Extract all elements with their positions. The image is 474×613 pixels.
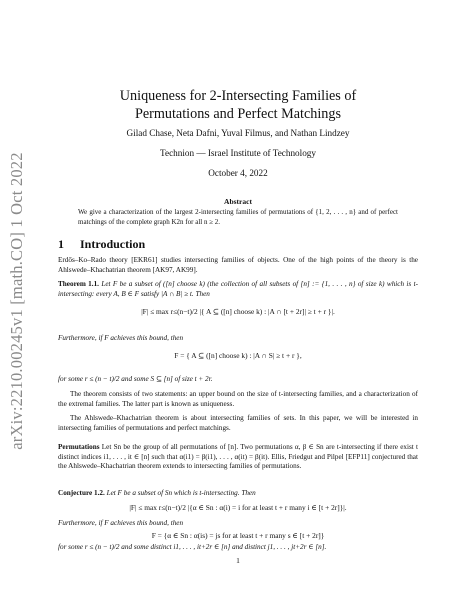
arxiv-sidebar-stamp xyxy=(6,138,28,464)
permutations-text: Let Sn be the group of all permutations of [n]. Two permutations α, β ∈ Sn are t-intersecting if there exist t distinct indices i1, . . . , it ∈ [n] such that α(i1) = β(i1), . . . , α(it) = β(it). Ellis, Friedgut and Pilpel [EFP11] conjectured that the Ahlswede–Khachatrian theorem extends to intersecting families of permutations. xyxy=(58,443,419,471)
title-line-1: Uniqueness for 2-Intersecting Families of xyxy=(119,88,357,104)
paper-date: October 4, 2022 xyxy=(208,168,268,178)
conjecture-statement: Let F be a subset of Sn which is t-intersecting. Then xyxy=(106,489,256,497)
theorem-furthermore: Furthermore, if F achieves this bound, then xyxy=(58,334,184,342)
conjecture-furthermore: Furthermore, if F achieves this bound, then xyxy=(58,519,184,527)
theorem-statement: Let F be a subset of ([n] choose k) (the collection of all subsets of [n] := {1, . . . , n} of size k) which is t-intersecting: every A, B ∈ F satisfy |A ∩ B| ≥ t. Then xyxy=(58,280,418,298)
section-heading xyxy=(58,237,145,252)
theorem-1-1 xyxy=(58,280,418,299)
conjecture-label: Conjecture 1.2. xyxy=(58,489,105,497)
abstract-heading: Abstract xyxy=(224,197,252,206)
theorem-extremal-equation: F = { A ⊆ ([n] choose k) : |A ∩ S| ≥ t + r }, xyxy=(174,351,302,360)
section-title: Introduction xyxy=(80,237,146,251)
paragraph-scope: The Ahlswede–Khachatrian theorem is about intersecting families of sets. In this paper, we will be interested in intersecting families of permutations and perfect matchings. xyxy=(58,414,418,432)
affiliation: Technion — Israel Institute of Technology xyxy=(160,148,316,158)
title-line-2: Permutations and Perfect Matchings xyxy=(134,106,342,122)
conjecture-bound-equation: |F| ≤ max r≤(n−t)/2 |{α ∈ Sn : α(i) = i for at least t + r many i ∈ [t + 2r]}|. xyxy=(129,503,347,512)
permutations-label: Permutations xyxy=(58,443,100,451)
section-number: 1 xyxy=(58,237,64,251)
conjecture-conditions: for some r ≤ (n − t)/2 and some distinct i1, . . . , it+2r ∈ [n] and distinct j1, . . . , jt+2r ∈ [n]. xyxy=(58,543,327,551)
paper-title xyxy=(58,87,418,123)
author-list: Gilad Chase, Neta Dafni, Yuval Filmus, and Nathan Lindzey xyxy=(126,128,350,138)
intro-paragraph: Erdős–Ko–Rado theory [EKR61] studies intersecting families of objects. One of the high points of the theory is the Ahlswede–Khachatrian theorem [AK97, AK99]. xyxy=(58,256,418,274)
abstract-body: We give a characterization of the largest 2-intersecting families of permutations of {1, 2, . . . , n} and of perfect matchings of the complete graph K2n for all n ≥ 2. xyxy=(78,208,398,226)
theorem-label: Theorem 1.1. xyxy=(58,280,99,288)
paragraph-theorem-discussion: The theorem consists of two statements: an upper bound on the size of t-intersecting families, and a characterization of the extremal families. The latter part is known as uniqueness. xyxy=(58,390,418,408)
arxiv-identifier: arXiv:2210.00245v1 [math.CO] 1 Oct 2022 xyxy=(7,152,26,450)
conjecture-1-2 xyxy=(58,489,418,499)
page-number: 1 xyxy=(236,556,240,565)
theorem-bound-equation: |F| ≤ max r≤(n−t)/2 |{ A ⊆ ([n] choose k) : |A ∩ [t + 2r]| ≥ t + r }|. xyxy=(141,307,335,316)
conjecture-extremal-equation: F = {α ∈ Sn : α(is) = js for at least t + r many s ∈ [t + 2r]} xyxy=(151,531,325,540)
permutations-paragraph xyxy=(58,443,418,472)
theorem-conditions: for some r ≤ (n − t)/2 and some S ⊆ [n] of size t + 2r. xyxy=(58,375,213,383)
